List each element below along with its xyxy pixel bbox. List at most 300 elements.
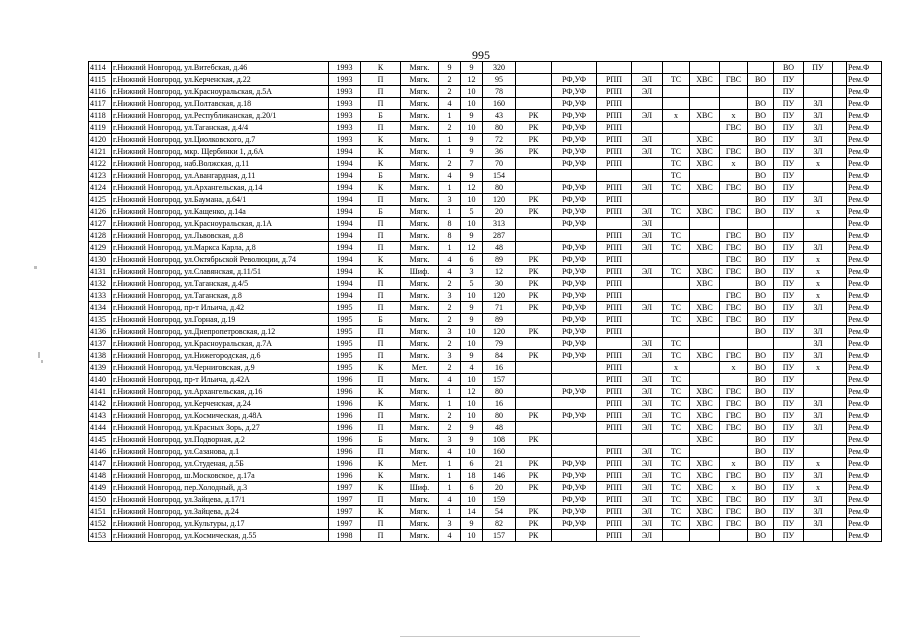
cold-water-cell bbox=[690, 170, 720, 182]
electric-cell bbox=[632, 362, 663, 374]
address-cell: г.Нижний Новгород, ул.Архангельская, д.14 bbox=[112, 182, 329, 194]
extra-cell bbox=[833, 242, 847, 254]
year-cell: 1993 bbox=[329, 74, 361, 86]
zl-cell: ЗЛ bbox=[804, 350, 833, 362]
record-number-cell: 4135 bbox=[89, 314, 112, 326]
year-cell: 1994 bbox=[329, 242, 361, 254]
rk-cell bbox=[516, 98, 552, 110]
roof-type-cell: Мягк. bbox=[401, 110, 439, 122]
cold-water-cell: ХВС bbox=[690, 314, 720, 326]
apartments-cell: 89 bbox=[483, 254, 516, 266]
table-row bbox=[89, 302, 882, 314]
repair-fund-cell: Рем.Ф bbox=[847, 338, 882, 350]
repair-fund-cell: Рем.Ф bbox=[847, 374, 882, 386]
extra-cell bbox=[833, 110, 847, 122]
hot-water-cell bbox=[720, 446, 748, 458]
extra-cell bbox=[833, 98, 847, 110]
repair-fund-cell: Рем.Ф bbox=[847, 386, 882, 398]
year-cell: 1993 bbox=[329, 122, 361, 134]
drainage-cell: ВО bbox=[748, 170, 774, 182]
address-cell: г.Нижний Новгород, ул.Красноуральская, д.7А bbox=[112, 338, 329, 350]
extra-cell bbox=[833, 410, 847, 422]
entrances-cell: 2 bbox=[439, 422, 461, 434]
roof-type-cell: Шиф. bbox=[401, 482, 439, 494]
repair-fund-cell: Рем.Ф bbox=[847, 134, 882, 146]
rk-cell bbox=[516, 218, 552, 230]
rpp-cell: РПП bbox=[597, 506, 632, 518]
heating-cell: ТС bbox=[663, 230, 690, 242]
electric-cell: ЭЛ bbox=[632, 470, 663, 482]
drainage-cell: ВО bbox=[748, 194, 774, 206]
hot-water-cell: х bbox=[720, 458, 748, 470]
table-row bbox=[89, 170, 882, 182]
rpp-cell: РПП bbox=[597, 458, 632, 470]
zl-cell: ПУ bbox=[804, 62, 833, 74]
roof-facade-cell: РФ,УФ bbox=[552, 518, 597, 530]
wall-type-cell: Б bbox=[361, 170, 401, 182]
roof-facade-cell: РФ,УФ bbox=[552, 494, 597, 506]
rpp-cell: РПП bbox=[597, 254, 632, 266]
entrances-cell: 2 bbox=[439, 122, 461, 134]
roof-facade-cell: РФ,УФ bbox=[552, 470, 597, 482]
extra-cell bbox=[833, 386, 847, 398]
wall-type-cell: П bbox=[361, 278, 401, 290]
electric-cell: ЭЛ bbox=[632, 422, 663, 434]
zl-cell bbox=[804, 434, 833, 446]
year-cell: 1994 bbox=[329, 182, 361, 194]
address-cell: г.Нижний Новгород, ул.Витебская, д.46 bbox=[112, 62, 329, 74]
rpp-cell: РПП bbox=[597, 98, 632, 110]
entrances-cell: 1 bbox=[439, 242, 461, 254]
record-number-cell: 4139 bbox=[89, 362, 112, 374]
address-cell: г.Нижний Новгород, ул.Маркса Карла, д.8 bbox=[112, 242, 329, 254]
repair-fund-cell: Рем.Ф bbox=[847, 410, 882, 422]
cold-water-cell bbox=[690, 122, 720, 134]
heating-cell bbox=[663, 62, 690, 74]
electric-cell: ЭЛ bbox=[632, 218, 663, 230]
roof-type-cell: Мягк. bbox=[401, 398, 439, 410]
record-number-cell: 4148 bbox=[89, 470, 112, 482]
drainage-cell: ВО bbox=[748, 206, 774, 218]
address-cell: г.Нижний Новгород, ул.Баумана, д.64/1 bbox=[112, 194, 329, 206]
apartments-cell: 21 bbox=[483, 458, 516, 470]
roof-type-cell: Мягк. bbox=[401, 278, 439, 290]
rk-cell bbox=[516, 362, 552, 374]
roof-type-cell: Мягк. bbox=[401, 446, 439, 458]
electric-cell: ЭЛ bbox=[632, 302, 663, 314]
apartments-cell: 80 bbox=[483, 182, 516, 194]
year-cell: 1996 bbox=[329, 386, 361, 398]
zl-cell: ЗЛ bbox=[804, 518, 833, 530]
meter-cell: ПУ bbox=[774, 182, 804, 194]
roof-facade-cell: РФ,УФ bbox=[552, 290, 597, 302]
roof-type-cell: Мягк. bbox=[401, 518, 439, 530]
cold-water-cell: ХВС bbox=[690, 458, 720, 470]
rk-cell: РК bbox=[516, 206, 552, 218]
extra-cell bbox=[833, 518, 847, 530]
roof-type-cell: Мягк. bbox=[401, 158, 439, 170]
entrances-cell: 1 bbox=[439, 206, 461, 218]
record-number-cell: 4153 bbox=[89, 530, 112, 542]
heating-cell bbox=[663, 254, 690, 266]
year-cell: 1995 bbox=[329, 326, 361, 338]
cold-water-cell bbox=[690, 194, 720, 206]
meter-cell: ПУ bbox=[774, 374, 804, 386]
rk-cell: РК bbox=[516, 290, 552, 302]
drainage-cell: ВО bbox=[748, 254, 774, 266]
rk-cell bbox=[516, 182, 552, 194]
rk-cell bbox=[516, 242, 552, 254]
drainage-cell: ВО bbox=[748, 110, 774, 122]
address-cell: г.Нижний Новгород, ул.Керченская, д.22 bbox=[112, 74, 329, 86]
cold-water-cell: ХВС bbox=[690, 146, 720, 158]
entrances-cell: 2 bbox=[439, 410, 461, 422]
heating-cell: ТС bbox=[663, 458, 690, 470]
meter-cell: ПУ bbox=[774, 410, 804, 422]
record-number-cell: 4144 bbox=[89, 422, 112, 434]
roof-type-cell: Мягк. bbox=[401, 314, 439, 326]
drainage-cell: ВО bbox=[748, 530, 774, 542]
wall-type-cell: П bbox=[361, 374, 401, 386]
address-cell: г.Нижний Новгород, ул.Подворная, д.2 bbox=[112, 434, 329, 446]
wall-type-cell: П bbox=[361, 338, 401, 350]
floors-cell: 10 bbox=[461, 290, 483, 302]
extra-cell bbox=[833, 374, 847, 386]
drainage-cell: ВО bbox=[748, 482, 774, 494]
rpp-cell: РПП bbox=[597, 182, 632, 194]
address-cell: г.Нижний Новгород, ул.Культуры, д.17 bbox=[112, 518, 329, 530]
hot-water-cell: ГВС bbox=[720, 518, 748, 530]
entrances-cell: 1 bbox=[439, 182, 461, 194]
roof-type-cell: Мягк. bbox=[401, 254, 439, 266]
table-row bbox=[89, 422, 882, 434]
wall-type-cell: П bbox=[361, 530, 401, 542]
record-number-cell: 4137 bbox=[89, 338, 112, 350]
meter-cell: ПУ bbox=[774, 146, 804, 158]
rpp-cell bbox=[597, 338, 632, 350]
wall-type-cell: П bbox=[361, 74, 401, 86]
year-cell: 1994 bbox=[329, 194, 361, 206]
zl-cell bbox=[804, 74, 833, 86]
record-number-cell: 4128 bbox=[89, 230, 112, 242]
electric-cell: ЭЛ bbox=[632, 446, 663, 458]
address-cell: г.Нижний Новгород, ул.Таганская, д.8 bbox=[112, 290, 329, 302]
repair-fund-cell: Рем.Ф bbox=[847, 422, 882, 434]
extra-cell bbox=[833, 254, 847, 266]
record-number-cell: 4114 bbox=[89, 62, 112, 74]
electric-cell: ЭЛ bbox=[632, 350, 663, 362]
floors-cell: 14 bbox=[461, 506, 483, 518]
floors-cell: 9 bbox=[461, 518, 483, 530]
year-cell: 1996 bbox=[329, 458, 361, 470]
roof-facade-cell: РФ,УФ bbox=[552, 410, 597, 422]
hot-water-cell: ГВС bbox=[720, 410, 748, 422]
rpp-cell: РПП bbox=[597, 446, 632, 458]
year-cell: 1994 bbox=[329, 218, 361, 230]
record-number-cell: 4142 bbox=[89, 398, 112, 410]
electric-cell: ЭЛ bbox=[632, 518, 663, 530]
cold-water-cell bbox=[690, 362, 720, 374]
hot-water-cell: ГВС bbox=[720, 182, 748, 194]
zl-cell: ЗЛ bbox=[804, 470, 833, 482]
record-number-cell: 4126 bbox=[89, 206, 112, 218]
wall-type-cell: П bbox=[361, 86, 401, 98]
rpp-cell: РПП bbox=[597, 146, 632, 158]
year-cell: 1993 bbox=[329, 86, 361, 98]
entrances-cell: 3 bbox=[439, 518, 461, 530]
roof-facade-cell: РФ,УФ bbox=[552, 482, 597, 494]
meter-cell bbox=[774, 338, 804, 350]
address-cell: г.Нижний Новгород, ул.Студеная, д.5Б bbox=[112, 458, 329, 470]
entrances-cell: 1 bbox=[439, 482, 461, 494]
page-bottom-rule bbox=[400, 636, 640, 637]
electric-cell bbox=[632, 254, 663, 266]
wall-type-cell: К bbox=[361, 482, 401, 494]
heating-cell: ТС bbox=[663, 242, 690, 254]
cold-water-cell bbox=[690, 530, 720, 542]
extra-cell bbox=[833, 206, 847, 218]
apartments-cell: 36 bbox=[483, 146, 516, 158]
housing-register-table bbox=[88, 61, 882, 542]
drainage-cell: ВО bbox=[748, 350, 774, 362]
entrances-cell: 1 bbox=[439, 458, 461, 470]
address-cell: г.Нижний Новгород, ул.Космическая, д.55 bbox=[112, 530, 329, 542]
meter-cell: ПУ bbox=[774, 86, 804, 98]
record-number-cell: 4138 bbox=[89, 350, 112, 362]
entrances-cell: 3 bbox=[439, 290, 461, 302]
year-cell: 1993 bbox=[329, 110, 361, 122]
year-cell: 1994 bbox=[329, 206, 361, 218]
apartments-cell: 82 bbox=[483, 518, 516, 530]
address-cell: г.Нижний Новгород, ул.Горная, д.19 bbox=[112, 314, 329, 326]
repair-fund-cell: Рем.Ф bbox=[847, 62, 882, 74]
roof-type-cell: Мягк. bbox=[401, 74, 439, 86]
meter-cell: ПУ bbox=[774, 278, 804, 290]
roof-facade-cell bbox=[552, 446, 597, 458]
entrances-cell: 2 bbox=[439, 302, 461, 314]
electric-cell: ЭЛ bbox=[632, 410, 663, 422]
rk-cell: РК bbox=[516, 302, 552, 314]
entrances-cell: 1 bbox=[439, 470, 461, 482]
electric-cell: ЭЛ bbox=[632, 206, 663, 218]
floors-cell: 9 bbox=[461, 110, 483, 122]
rk-cell: РК bbox=[516, 470, 552, 482]
heating-cell: ТС bbox=[663, 374, 690, 386]
rk-cell bbox=[516, 374, 552, 386]
apartments-cell: 157 bbox=[483, 374, 516, 386]
record-number-cell: 4130 bbox=[89, 254, 112, 266]
floors-cell: 10 bbox=[461, 326, 483, 338]
record-number-cell: 4136 bbox=[89, 326, 112, 338]
drainage-cell: ВО bbox=[748, 326, 774, 338]
wall-type-cell: П bbox=[361, 302, 401, 314]
hot-water-cell bbox=[720, 62, 748, 74]
extra-cell bbox=[833, 158, 847, 170]
roof-facade-cell: РФ,УФ bbox=[552, 146, 597, 158]
hot-water-cell: ГВС bbox=[720, 470, 748, 482]
entrances-cell: 3 bbox=[439, 194, 461, 206]
extra-cell bbox=[833, 482, 847, 494]
record-number-cell: 4117 bbox=[89, 98, 112, 110]
entrances-cell: 1 bbox=[439, 146, 461, 158]
repair-fund-cell: Рем.Ф bbox=[847, 326, 882, 338]
year-cell: 1997 bbox=[329, 482, 361, 494]
zl-cell: х bbox=[804, 362, 833, 374]
roof-type-cell: Мягк. bbox=[401, 422, 439, 434]
roof-type-cell: Мягк. bbox=[401, 410, 439, 422]
address-cell: г.Нижний Новгород, ул.Зайцева, д.17/1 bbox=[112, 494, 329, 506]
floors-cell: 10 bbox=[461, 494, 483, 506]
floors-cell: 3 bbox=[461, 266, 483, 278]
meter-cell: ПУ bbox=[774, 482, 804, 494]
heating-cell: ТС bbox=[663, 494, 690, 506]
drainage-cell: ВО bbox=[748, 374, 774, 386]
record-number-cell: 4146 bbox=[89, 446, 112, 458]
repair-fund-cell: Рем.Ф bbox=[847, 254, 882, 266]
floors-cell: 10 bbox=[461, 374, 483, 386]
roof-facade-cell: РФ,УФ bbox=[552, 338, 597, 350]
roof-facade-cell: РФ,УФ bbox=[552, 266, 597, 278]
wall-type-cell: К bbox=[361, 146, 401, 158]
wall-type-cell: П bbox=[361, 290, 401, 302]
record-number-cell: 4134 bbox=[89, 302, 112, 314]
year-cell: 1993 bbox=[329, 62, 361, 74]
electric-cell: ЭЛ bbox=[632, 86, 663, 98]
roof-type-cell: Мягк. bbox=[401, 242, 439, 254]
entrances-cell: 8 bbox=[439, 218, 461, 230]
record-number-cell: 4129 bbox=[89, 242, 112, 254]
cold-water-cell: ХВС bbox=[690, 518, 720, 530]
wall-type-cell: П bbox=[361, 494, 401, 506]
year-cell: 1995 bbox=[329, 350, 361, 362]
heating-cell: ТС bbox=[663, 338, 690, 350]
meter-cell: ПУ bbox=[774, 74, 804, 86]
roof-facade-cell: РФ,УФ bbox=[552, 278, 597, 290]
extra-cell bbox=[833, 278, 847, 290]
rk-cell bbox=[516, 74, 552, 86]
floors-cell: 10 bbox=[461, 98, 483, 110]
heating-cell: ТС bbox=[663, 506, 690, 518]
record-number-cell: 4152 bbox=[89, 518, 112, 530]
meter-cell: ПУ bbox=[774, 470, 804, 482]
heating-cell bbox=[663, 98, 690, 110]
address-cell: г.Нижний Новгород, ул.Черниговская, д.9 bbox=[112, 362, 329, 374]
wall-type-cell: К bbox=[361, 470, 401, 482]
apartments-cell: 80 bbox=[483, 122, 516, 134]
repair-fund-cell: Рем.Ф bbox=[847, 290, 882, 302]
hot-water-cell bbox=[720, 218, 748, 230]
wall-type-cell: П bbox=[361, 194, 401, 206]
table-row bbox=[89, 206, 882, 218]
meter-cell: ПУ bbox=[774, 170, 804, 182]
entrances-cell: 4 bbox=[439, 98, 461, 110]
year-cell: 1996 bbox=[329, 410, 361, 422]
cold-water-cell: ХВС bbox=[690, 470, 720, 482]
extra-cell bbox=[833, 398, 847, 410]
table-row bbox=[89, 146, 882, 158]
record-number-cell: 4122 bbox=[89, 158, 112, 170]
roof-type-cell: Мягк. bbox=[401, 350, 439, 362]
wall-type-cell: К bbox=[361, 506, 401, 518]
roof-facade-cell: РФ,УФ bbox=[552, 326, 597, 338]
hot-water-cell bbox=[720, 326, 748, 338]
floors-cell: 10 bbox=[461, 338, 483, 350]
rpp-cell: РПП bbox=[597, 326, 632, 338]
wall-type-cell: П bbox=[361, 446, 401, 458]
scan-speck bbox=[38, 352, 40, 358]
repair-fund-cell: Рем.Ф bbox=[847, 146, 882, 158]
wall-type-cell: П bbox=[361, 230, 401, 242]
heating-cell: х bbox=[663, 362, 690, 374]
entrances-cell: 1 bbox=[439, 110, 461, 122]
cold-water-cell: ХВС bbox=[690, 158, 720, 170]
record-number-cell: 4151 bbox=[89, 506, 112, 518]
electric-cell: ЭЛ bbox=[632, 242, 663, 254]
meter-cell: ПУ bbox=[774, 362, 804, 374]
meter-cell: ПУ bbox=[774, 206, 804, 218]
meter-cell: ПУ bbox=[774, 422, 804, 434]
address-cell: г.Нижний Новгород, ул.Полтавская, д.18 bbox=[112, 98, 329, 110]
table-row bbox=[89, 494, 882, 506]
zl-cell: ЗЛ bbox=[804, 194, 833, 206]
electric-cell bbox=[632, 98, 663, 110]
floors-cell: 9 bbox=[461, 434, 483, 446]
electric-cell: ЭЛ bbox=[632, 374, 663, 386]
wall-type-cell: Б bbox=[361, 110, 401, 122]
drainage-cell: ВО bbox=[748, 182, 774, 194]
electric-cell bbox=[632, 158, 663, 170]
drainage-cell: ВО bbox=[748, 506, 774, 518]
electric-cell: ЭЛ bbox=[632, 386, 663, 398]
drainage-cell: ВО bbox=[748, 386, 774, 398]
zl-cell: ЗЛ bbox=[804, 410, 833, 422]
year-cell: 1997 bbox=[329, 518, 361, 530]
table-row bbox=[89, 398, 882, 410]
floors-cell: 10 bbox=[461, 218, 483, 230]
meter-cell: ПУ bbox=[774, 530, 804, 542]
entrances-cell: 2 bbox=[439, 86, 461, 98]
extra-cell bbox=[833, 446, 847, 458]
record-number-cell: 4125 bbox=[89, 194, 112, 206]
table-row bbox=[89, 386, 882, 398]
extra-cell bbox=[833, 134, 847, 146]
meter-cell: ПУ bbox=[774, 494, 804, 506]
cold-water-cell: ХВС bbox=[690, 278, 720, 290]
roof-type-cell: Мягк. bbox=[401, 134, 439, 146]
rk-cell: РК bbox=[516, 530, 552, 542]
page-number: 995 bbox=[472, 48, 490, 62]
address-cell: г.Нижний Новгород, ул.Республиканская, д.20/1 bbox=[112, 110, 329, 122]
cold-water-cell: ХВС bbox=[690, 302, 720, 314]
table-row bbox=[89, 326, 882, 338]
repair-fund-cell: Рем.Ф bbox=[847, 446, 882, 458]
wall-type-cell: К bbox=[361, 266, 401, 278]
repair-fund-cell: Рем.Ф bbox=[847, 362, 882, 374]
repair-fund-cell: Рем.Ф bbox=[847, 530, 882, 542]
zl-cell bbox=[804, 530, 833, 542]
record-number-cell: 4115 bbox=[89, 74, 112, 86]
repair-fund-cell: Рем.Ф bbox=[847, 314, 882, 326]
zl-cell: х bbox=[804, 278, 833, 290]
year-cell: 1994 bbox=[329, 170, 361, 182]
floors-cell: 10 bbox=[461, 398, 483, 410]
roof-type-cell: Мягк. bbox=[401, 530, 439, 542]
cold-water-cell: ХВС bbox=[690, 242, 720, 254]
apartments-cell: 79 bbox=[483, 338, 516, 350]
rk-cell: РК bbox=[516, 134, 552, 146]
roof-facade-cell bbox=[552, 434, 597, 446]
meter-cell: ПУ bbox=[774, 434, 804, 446]
